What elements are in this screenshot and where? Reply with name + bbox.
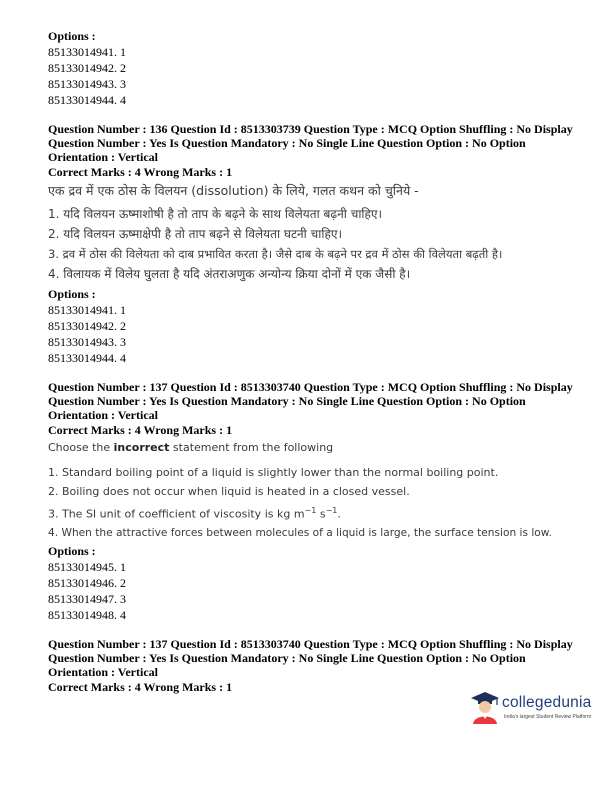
question-header: Question Number : 136 Question Id : 8513303739 Question Type : MCQ Option Shuffling : No Display Question Number : Yes Is Question Mandatory : No Single Line Question Option : No Option Orientation : Vertical — [48, 122, 573, 164]
choice3-end: . — [337, 507, 341, 521]
answer-choice: 4. विलायक में विलेय घुलता है यदि अंतराअणुक अन्योन्य क्रिया दोनों में एक जैसी है। — [48, 267, 411, 281]
answer-choice: 1. यदि विलयन ऊष्माशोषी है तो ताप के बढ़ने के साथ विलेयता बढ़नी चाहिए। — [48, 207, 383, 221]
option-line: 85133014947. 3 — [48, 591, 126, 606]
answer-choice: 1. Standard boiling point of a liquid is slightly lower than the normal boiling point. — [48, 466, 499, 479]
answer-choice: 3. द्रव में ठोस की विलेयता को दाब प्रभावित करता है। जैसे दाब के बढ़ने पर द्रव में ठोस की विलेयता बढ़ती है। — [48, 247, 503, 261]
options-block-top — [48, 28, 578, 108]
collegedunia-logo — [470, 686, 612, 736]
option-line: 85133014943. 3 — [48, 335, 126, 349]
stem-suffix: statement from the following — [169, 441, 334, 454]
option-line: 85133014942. 2 — [48, 61, 126, 75]
logo-name: collegedunia — [502, 694, 592, 711]
answer-choice: 2. Boiling does not occur when liquid is heated in a closed vessel. — [48, 485, 410, 498]
option-line: 85133014945. 1 — [48, 559, 126, 574]
answer-choice: 4. When the attractive forces between molecules of a liquid is large, the surface tension is low. — [48, 526, 552, 539]
answer-choice — [48, 501, 578, 524]
answer-choice: 2. यदि विलयन ऊष्माक्षेपी है तो ताप बढ़ने से विलेयता घटनी चाहिए। — [48, 227, 342, 241]
option-line: 85133014944. 4 — [48, 93, 126, 107]
stem-emphasis: incorrect — [113, 441, 170, 454]
logo-tagline: India's largest Student Review Platform — [504, 714, 592, 720]
question-header: Question Number : 137 Question Id : 8513303740 Question Type : MCQ Option Shuffling : No Display Question Number : Yes Is Question Mandatory : No Single Line Question Option : No Option Orientation : Vertical — [48, 636, 573, 679]
option-line: 85133014943. 3 — [48, 77, 126, 91]
question-stem — [48, 438, 578, 457]
question-137 — [48, 380, 578, 623]
marks-line: Correct Marks : 4 Wrong Marks : 1 — [48, 423, 233, 437]
option-line: 85133014941. 1 — [48, 303, 126, 317]
choice3-sup: −1 — [325, 506, 338, 515]
choice3-sup: −1 — [304, 506, 317, 515]
document-page — [48, 28, 578, 695]
options-label: Options : — [48, 29, 96, 43]
option-line: 85133014948. 4 — [48, 607, 126, 622]
marks-line: Correct Marks : 4 Wrong Marks : 1 — [48, 165, 233, 179]
choice3-prefix: 3. The SI unit of coefficient of viscosity is kg m — [48, 507, 305, 521]
options-label: Options : — [48, 543, 96, 558]
question-136 — [48, 122, 578, 366]
graduate-icon — [470, 690, 500, 724]
option-line: 85133014941. 1 — [48, 45, 126, 59]
choice3-mid: s — [316, 507, 326, 521]
options-label: Options : — [48, 287, 96, 301]
question-header: Question Number : 137 Question Id : 8513303740 Question Type : MCQ Option Shuffling : No Display Question Number : Yes Is Question Mandatory : No Single Line Question Option : No Option Orientation : Vertical — [48, 380, 573, 422]
option-line: 85133014944. 4 — [48, 351, 126, 365]
marks-line: Correct Marks : 4 Wrong Marks : 1 — [48, 679, 233, 694]
option-line: 85133014942. 2 — [48, 319, 126, 333]
question-stem: एक द्रव में एक ठोस के विलयन (dissolution) के लिये, गलत कथन को चुनिये - — [48, 183, 419, 198]
option-line: 85133014946. 2 — [48, 575, 126, 590]
stem-prefix: Choose the — [48, 441, 114, 454]
